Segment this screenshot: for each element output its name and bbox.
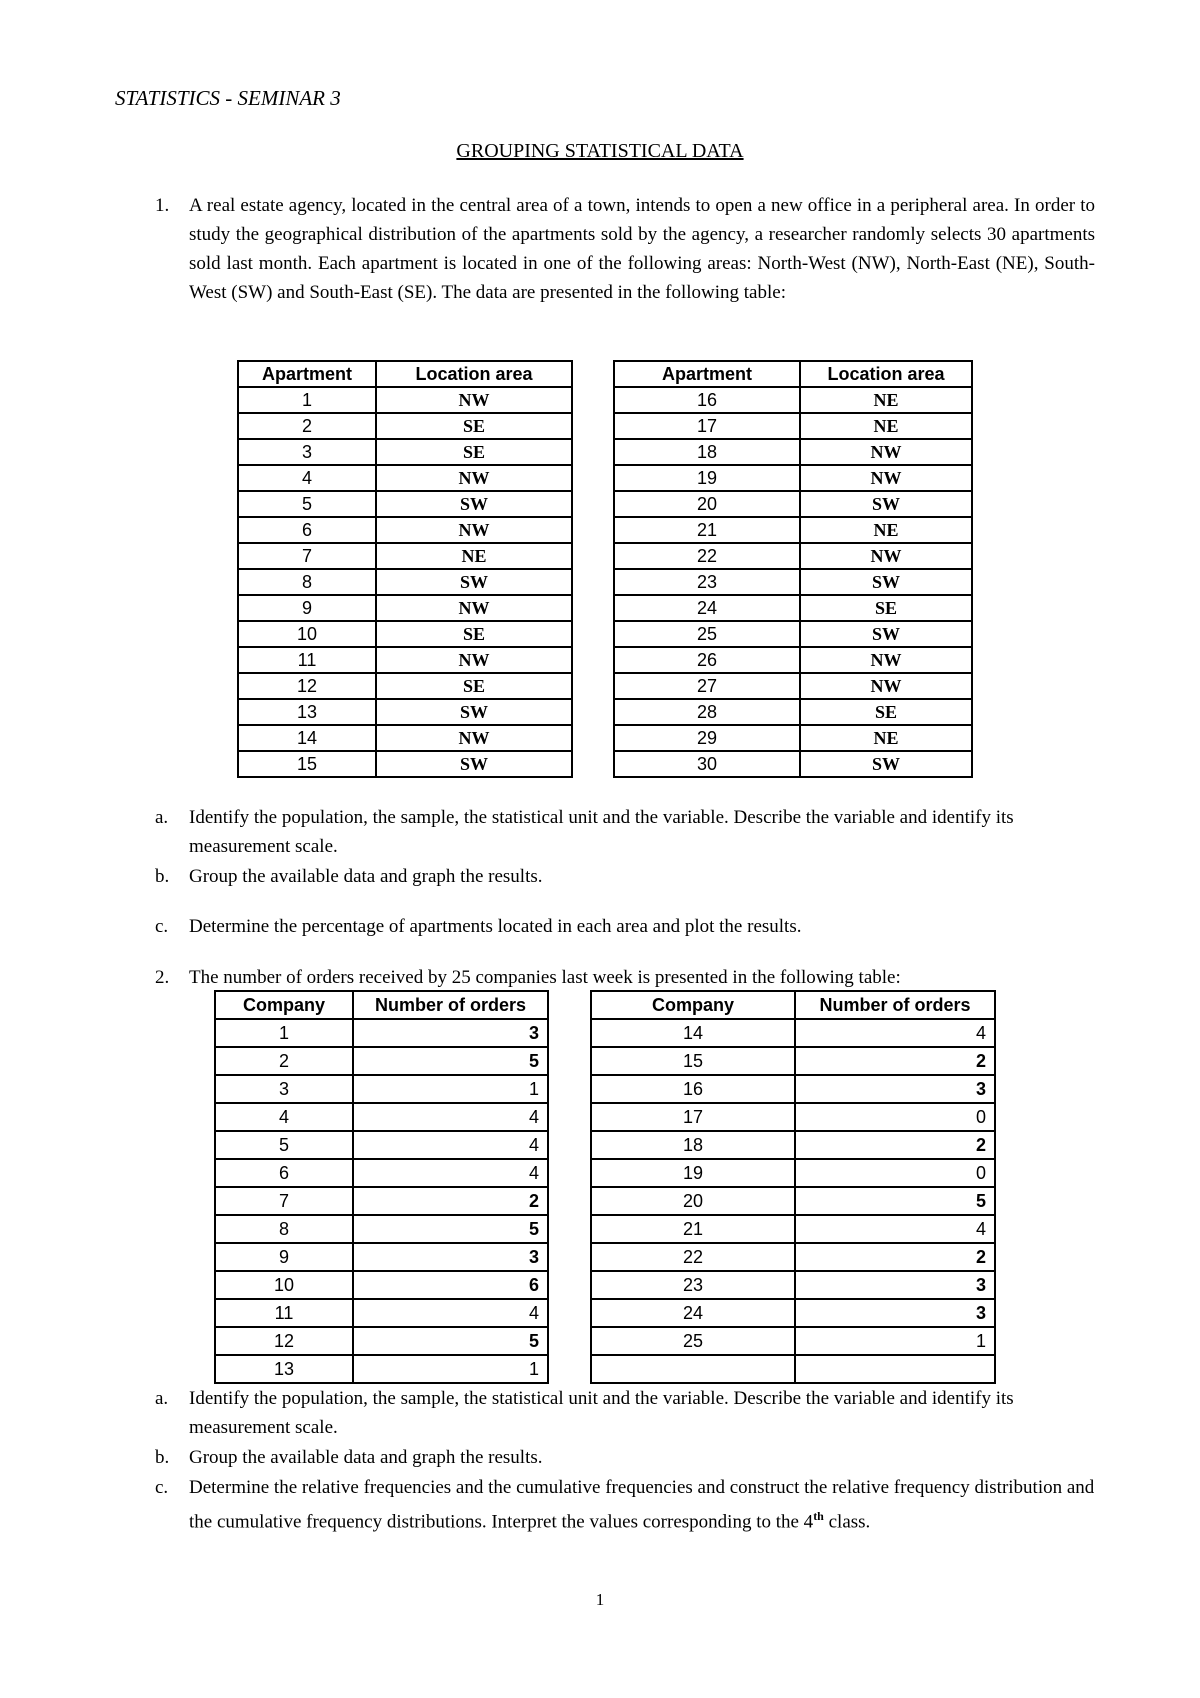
- header-row: [215, 991, 548, 1019]
- table-row: [591, 1327, 995, 1355]
- value-cell: 0: [795, 1159, 995, 1187]
- table-row: [215, 1103, 548, 1131]
- table-row: [591, 1103, 995, 1131]
- table-row: [238, 569, 572, 595]
- table-row: [238, 517, 572, 543]
- id-cell: 15: [238, 751, 376, 777]
- id-cell: 16: [614, 387, 800, 413]
- id-cell: 2: [238, 413, 376, 439]
- header-row: [614, 361, 972, 387]
- id-cell: 23: [591, 1271, 795, 1299]
- id-cell: 18: [614, 439, 800, 465]
- sub-text: Group the available data and graph the results.: [189, 1447, 543, 1468]
- value-cell: 3: [353, 1019, 548, 1047]
- table-row: [614, 725, 972, 751]
- column-header: Number of orders: [353, 991, 548, 1019]
- id-cell: 19: [614, 465, 800, 491]
- value-cell: SE: [376, 439, 572, 465]
- apartments-table-right: [613, 360, 973, 778]
- table-row: [614, 673, 972, 699]
- id-cell: 23: [614, 569, 800, 595]
- value-cell: 5: [353, 1215, 548, 1243]
- table-row: [238, 491, 572, 517]
- sub-letter: c.: [155, 1477, 169, 1498]
- value-cell: SW: [800, 491, 972, 517]
- value-cell: 2: [795, 1047, 995, 1075]
- id-cell: 9: [238, 595, 376, 621]
- sub-text: Identify the population, the sample, the statistical unit and the variable. Describe the variable and identify its measurement scale.: [189, 807, 1014, 857]
- value-cell: 3: [795, 1075, 995, 1103]
- id-cell: 10: [238, 621, 376, 647]
- id-cell: 1: [215, 1019, 353, 1047]
- sub-letter: b.: [155, 866, 170, 887]
- id-cell: 10: [215, 1271, 353, 1299]
- id-cell: 14: [238, 725, 376, 751]
- table-row: [215, 1131, 548, 1159]
- sub-letter: c.: [155, 916, 169, 937]
- table-row: [238, 413, 572, 439]
- table-row: [215, 1271, 548, 1299]
- value-cell: 4: [795, 1215, 995, 1243]
- id-cell: 5: [238, 491, 376, 517]
- id-cell: 29: [614, 725, 800, 751]
- value-cell: SW: [800, 569, 972, 595]
- table-row: [238, 621, 572, 647]
- value-cell: 4: [353, 1159, 548, 1187]
- value-cell: NW: [376, 725, 572, 751]
- sub-text: Group the available data and graph the results.: [189, 866, 543, 887]
- id-cell: 20: [614, 491, 800, 517]
- table-row: [614, 595, 972, 621]
- orders-table-right: [590, 990, 996, 1384]
- question-2c: [155, 1473, 1095, 1536]
- id-cell: 16: [591, 1075, 795, 1103]
- id-cell: 30: [614, 751, 800, 777]
- table-row: [614, 439, 972, 465]
- document-title: STATISTICS - SEMINAR 3: [115, 86, 341, 110]
- id-cell: 3: [215, 1075, 353, 1103]
- value-cell: SE: [376, 413, 572, 439]
- value-cell: SE: [376, 673, 572, 699]
- table-row: [591, 1187, 995, 1215]
- value-cell: SW: [376, 491, 572, 517]
- sub-letter: b.: [155, 1447, 170, 1468]
- value-cell: 5: [353, 1327, 548, 1355]
- table-row: [614, 647, 972, 673]
- value-cell: 5: [795, 1187, 995, 1215]
- header-row: [238, 361, 572, 387]
- column-header: Apartment: [614, 361, 800, 387]
- orders-table-left: [214, 990, 549, 1384]
- question-1b: [155, 862, 1095, 891]
- value-cell: 4: [795, 1019, 995, 1047]
- question-2b: [155, 1443, 1095, 1472]
- table-row: [614, 413, 972, 439]
- value-cell: NW: [376, 595, 572, 621]
- id-cell: 22: [614, 543, 800, 569]
- table-row: [238, 673, 572, 699]
- value-cell: NW: [376, 647, 572, 673]
- table-row: [591, 1075, 995, 1103]
- table-row: [215, 1159, 548, 1187]
- table-row: [215, 1075, 548, 1103]
- value-cell: 2: [795, 1131, 995, 1159]
- value-cell: SE: [800, 699, 972, 725]
- value-cell: 6: [353, 1271, 548, 1299]
- question-number: 1.: [155, 195, 170, 216]
- table-row: [614, 751, 972, 777]
- value-cell: SE: [376, 621, 572, 647]
- value-cell: SW: [376, 751, 572, 777]
- value-cell: NW: [800, 439, 972, 465]
- id-cell: 11: [215, 1299, 353, 1327]
- value-cell: NW: [800, 673, 972, 699]
- table-row: [215, 1299, 548, 1327]
- id-cell: 8: [238, 569, 376, 595]
- question-2a: [155, 1384, 1095, 1442]
- table-row: [215, 1047, 548, 1075]
- column-header: Location area: [800, 361, 972, 387]
- column-header: Company: [215, 991, 353, 1019]
- id-cell: 8: [215, 1215, 353, 1243]
- id-cell: 25: [614, 621, 800, 647]
- value-cell: NW: [800, 647, 972, 673]
- id-cell: 11: [238, 647, 376, 673]
- question-number: 2.: [155, 967, 170, 988]
- id-cell: 7: [215, 1187, 353, 1215]
- table-row: [614, 621, 972, 647]
- id-cell: 13: [238, 699, 376, 725]
- sub-text: Determine the relative frequencies and the cumulative frequencies and construct the relative frequency distribution and the cumulative frequency distributions. Interpret the values corresponding to the 4th class.: [189, 1477, 1095, 1533]
- value-cell: 4: [353, 1299, 548, 1327]
- id-cell: 1: [238, 387, 376, 413]
- sub-letter: a.: [155, 807, 169, 828]
- column-header: Location area: [376, 361, 572, 387]
- id-cell: 12: [238, 673, 376, 699]
- page-number: 1: [595, 1590, 605, 1609]
- id-cell: 9: [215, 1243, 353, 1271]
- table-row: [238, 387, 572, 413]
- table-row: [215, 1355, 548, 1383]
- table-row: [238, 647, 572, 673]
- column-header: Company: [591, 991, 795, 1019]
- value-cell: SW: [376, 699, 572, 725]
- id-cell: 15: [591, 1047, 795, 1075]
- id-cell: 26: [614, 647, 800, 673]
- question-1a: [155, 803, 1095, 861]
- value-cell: SW: [800, 621, 972, 647]
- table-row: [614, 543, 972, 569]
- column-header: Apartment: [238, 361, 376, 387]
- table-row: [215, 1327, 548, 1355]
- table-row: [238, 595, 572, 621]
- question-2: [155, 963, 1095, 992]
- table-row: [591, 1215, 995, 1243]
- table-row: [238, 751, 572, 777]
- table-row: [591, 1159, 995, 1187]
- id-cell: 6: [215, 1159, 353, 1187]
- table-row: [591, 1299, 995, 1327]
- table-row: [238, 465, 572, 491]
- table-row: [614, 517, 972, 543]
- sub-text: Determine the percentage of apartments located in each area and plot the results.: [189, 916, 802, 937]
- id-cell: 7: [238, 543, 376, 569]
- value-cell: 3: [795, 1271, 995, 1299]
- value-cell: 1: [795, 1327, 995, 1355]
- id-cell: 13: [215, 1355, 353, 1383]
- sub-text: Identify the population, the sample, the statistical unit and the variable. Describe the variable and identify its measurement scale.: [189, 1388, 1014, 1438]
- table-row: [614, 569, 972, 595]
- table-row: [614, 465, 972, 491]
- table-row: [614, 387, 972, 413]
- value-cell: 4: [353, 1131, 548, 1159]
- question-text: The number of orders received by 25 companies last week is presented in the following table:: [189, 967, 901, 988]
- table-row: [215, 1243, 548, 1271]
- id-cell: [591, 1355, 795, 1383]
- id-cell: 14: [591, 1019, 795, 1047]
- id-cell: 20: [591, 1187, 795, 1215]
- value-cell: 3: [795, 1299, 995, 1327]
- value-cell: NW: [376, 517, 572, 543]
- table-row: [591, 1243, 995, 1271]
- question-text: A real estate agency, located in the central area of a town, intends to open a new office in a peripheral area. In order to study the geographical distribution of the apartments sold by the agency, a researcher randomly selects 30 apartments sold last month. Each apartment is located in one of the following areas: North-West (NW), North-East (NE), South-West (SW) and South-East (SE). The data are presented in the following table:: [189, 195, 1095, 303]
- value-cell: NE: [800, 725, 972, 751]
- id-cell: 3: [238, 439, 376, 465]
- value-cell: NE: [800, 413, 972, 439]
- value-cell: NW: [800, 465, 972, 491]
- id-cell: 25: [591, 1327, 795, 1355]
- table-row: [215, 1019, 548, 1047]
- id-cell: 24: [614, 595, 800, 621]
- value-cell: SW: [800, 751, 972, 777]
- id-cell: 24: [591, 1299, 795, 1327]
- value-cell: 5: [353, 1047, 548, 1075]
- value-cell: NW: [800, 543, 972, 569]
- table-row: [614, 699, 972, 725]
- id-cell: 17: [591, 1103, 795, 1131]
- value-cell: 0: [795, 1103, 995, 1131]
- id-cell: 28: [614, 699, 800, 725]
- id-cell: 2: [215, 1047, 353, 1075]
- value-cell: NE: [800, 387, 972, 413]
- table-row: [591, 1355, 995, 1383]
- table-row: [238, 543, 572, 569]
- sub-letter: a.: [155, 1388, 169, 1409]
- id-cell: 6: [238, 517, 376, 543]
- id-cell: 4: [215, 1103, 353, 1131]
- table-row: [591, 1271, 995, 1299]
- value-cell: NE: [800, 517, 972, 543]
- question-1c: [155, 912, 1095, 941]
- id-cell: 21: [591, 1215, 795, 1243]
- id-cell: 17: [614, 413, 800, 439]
- value-cell: 3: [353, 1243, 548, 1271]
- value-cell: 2: [795, 1243, 995, 1271]
- header-row: [591, 991, 995, 1019]
- id-cell: 5: [215, 1131, 353, 1159]
- id-cell: 12: [215, 1327, 353, 1355]
- value-cell: 1: [353, 1075, 548, 1103]
- value-cell: 4: [353, 1103, 548, 1131]
- table-row: [215, 1215, 548, 1243]
- id-cell: 18: [591, 1131, 795, 1159]
- value-cell: NW: [376, 465, 572, 491]
- value-cell: 2: [353, 1187, 548, 1215]
- table-row: [614, 491, 972, 517]
- table-row: [238, 725, 572, 751]
- value-cell: NE: [376, 543, 572, 569]
- value-cell: 1: [353, 1355, 548, 1383]
- table-row: [215, 1187, 548, 1215]
- column-header: Number of orders: [795, 991, 995, 1019]
- id-cell: 21: [614, 517, 800, 543]
- id-cell: 27: [614, 673, 800, 699]
- table-row: [591, 1047, 995, 1075]
- value-cell: SW: [376, 569, 572, 595]
- apartments-table-left: [237, 360, 573, 778]
- value-cell: SE: [800, 595, 972, 621]
- id-cell: 19: [591, 1159, 795, 1187]
- id-cell: 4: [238, 465, 376, 491]
- table-row: [238, 439, 572, 465]
- question-1: [155, 191, 1095, 307]
- section-heading: GROUPING STATISTICAL DATA: [456, 140, 744, 162]
- table-row: [591, 1019, 995, 1047]
- value-cell: NW: [376, 387, 572, 413]
- id-cell: 22: [591, 1243, 795, 1271]
- value-cell: [795, 1355, 995, 1383]
- table-row: [591, 1131, 995, 1159]
- table-row: [238, 699, 572, 725]
